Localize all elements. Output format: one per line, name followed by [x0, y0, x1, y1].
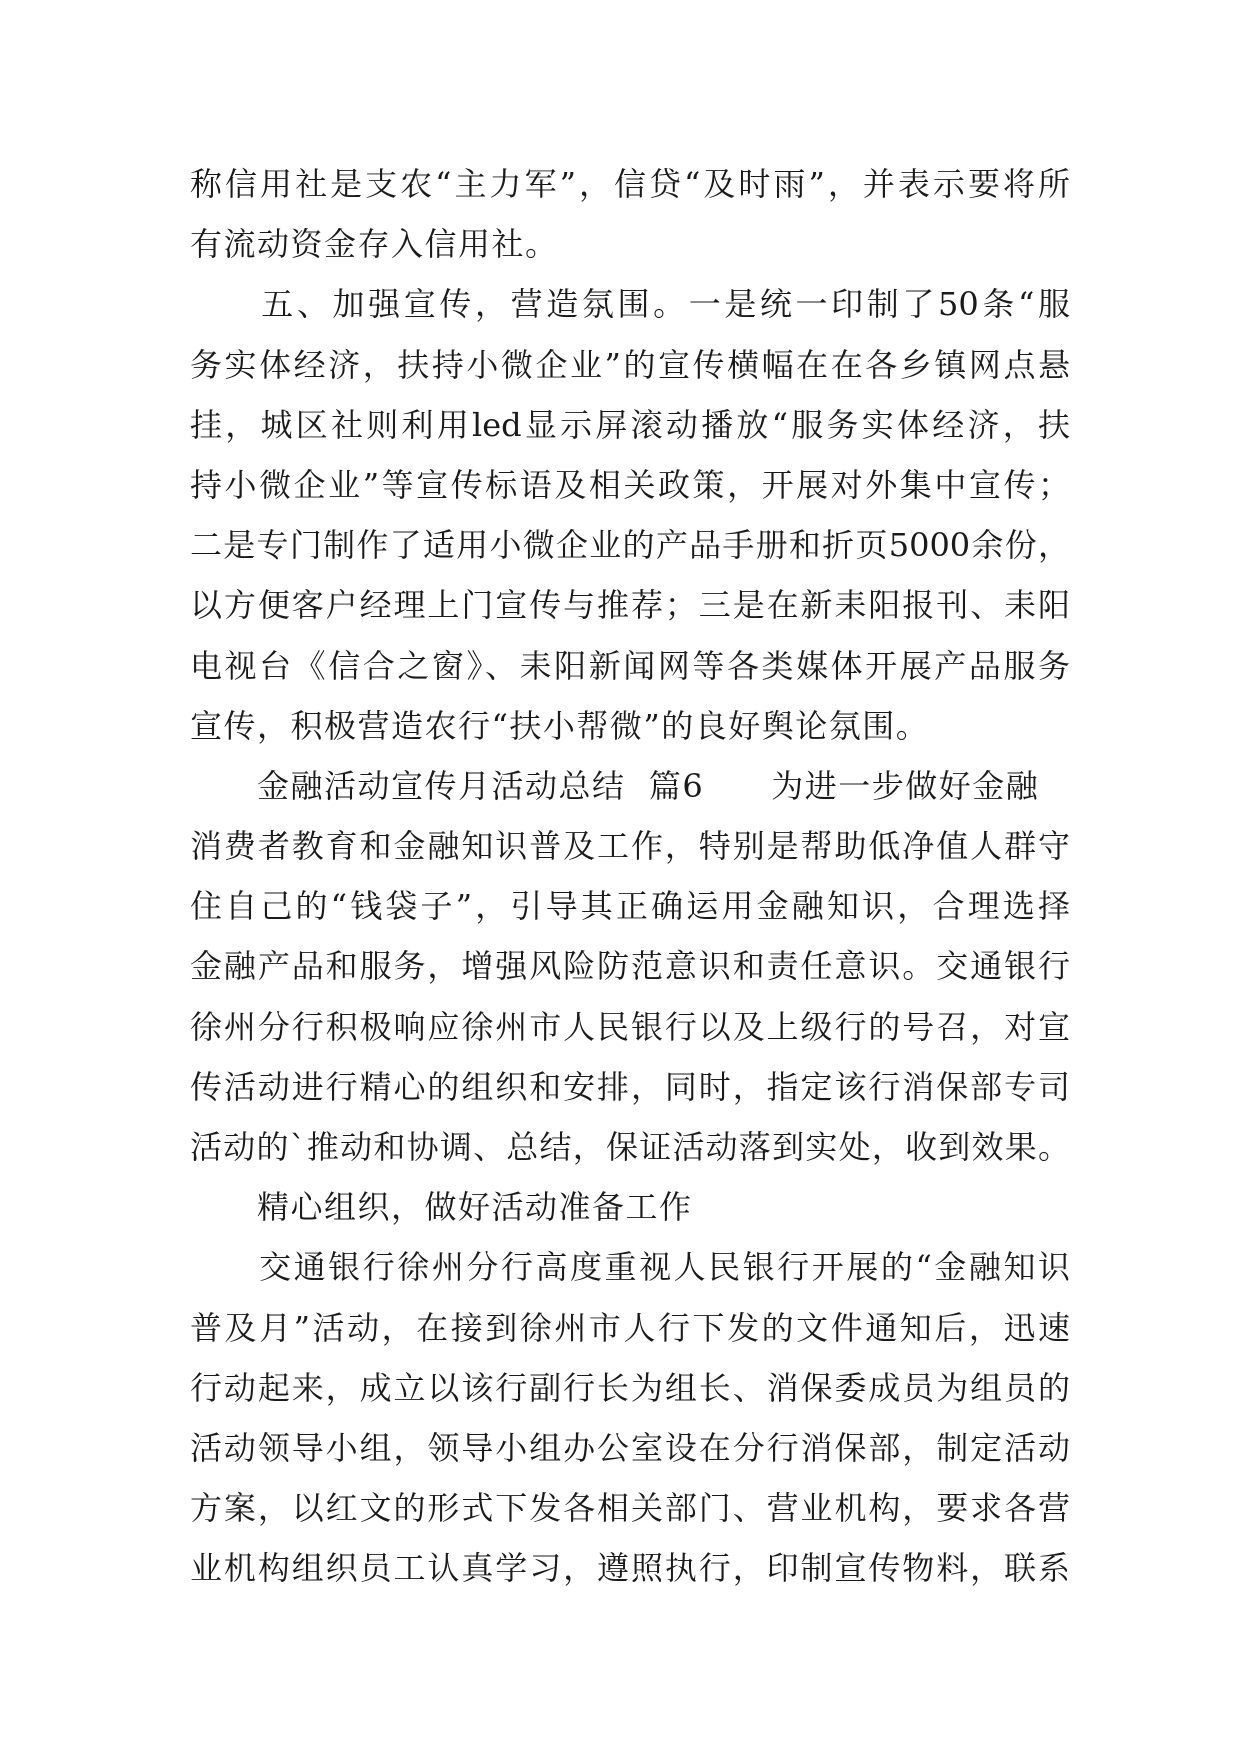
text-line: 称信用社是支农“主力军”，信贷“及时雨”，并表示要将所: [190, 165, 1070, 203]
text-line: 持小微企业”等宣传标语及相关政策，开展对外集中宣传；: [190, 465, 1070, 504]
text-line: 务实体经济，扶持小微企业”的宣传横幅在在各乡镇网点悬: [190, 345, 1070, 384]
text-line: 普及月”活动，在接到徐州市人行下发的文件通知后，迅速: [190, 1308, 1070, 1347]
text-line: 业机构组织员工认真学习，遵照执行，印制宣传物料，联系: [190, 1549, 1070, 1588]
text-line: 消费者教育和金融知识普及工作，特别是帮助低净值人群守: [190, 827, 1070, 866]
text-line: 活动领导小组，领导小组办公室设在分行消保部，制定活动: [190, 1428, 1070, 1467]
text-line: 传活动进行精心的组织和安排，同时，指定该行消保部专司: [190, 1067, 1070, 1106]
text-line: 徐州分行积极响应徐州市人民银行以及上级行的号召，对宣: [190, 1007, 1070, 1046]
text-line: 电视台《信合之窗》、耒阳新闻网等各类媒体开展产品服务: [190, 646, 1070, 685]
subheading-line: 精心组织，做好活动准备工作: [190, 1188, 693, 1227]
text-line: 以方便客户经理上门宣传与推荐；三是在新耒阳报刊、耒阳: [190, 586, 1070, 625]
document-body: [190, 154, 1070, 1599]
text-line: 有流动资金存入信用社。: [190, 225, 559, 264]
text-line: 五、加强宣传，营造氛围。一是统一印制了50条“服: [190, 285, 1070, 324]
text-line: 宣传，积极营造农行“扶小帮微”的良好舆论氛围。: [190, 706, 930, 745]
text-line: 方案，以红文的形式下发各相关部门、营业机构，要求各营: [190, 1489, 1070, 1528]
section-heading-line: 金融活动宣传月活动总结 篇6 为进一步做好金融: [190, 766, 1040, 805]
text-line: 挂，城区社则利用led显示屏滚动播放“服务实体经济，扶: [190, 405, 1070, 444]
text-line: 住自己的“钱袋子”，引导其正确运用金融知识，合理选择: [190, 887, 1070, 926]
text-line: 二是专门制作了适用小微企业的产品手册和折页5000余份，: [190, 526, 1070, 565]
text-line: 行动起来，成立以该行副行长为组长、消保委成员为组员的: [190, 1368, 1070, 1407]
text-line: 金融产品和服务，增强风险防范意识和责任意识。交通银行: [190, 947, 1070, 986]
text-line: 活动的`推动和协调、总结，保证活动落到实处，收到效果。: [190, 1128, 1070, 1166]
text-line: 交通银行徐州分行高度重视人民银行开展的“金融知识: [190, 1248, 1070, 1287]
